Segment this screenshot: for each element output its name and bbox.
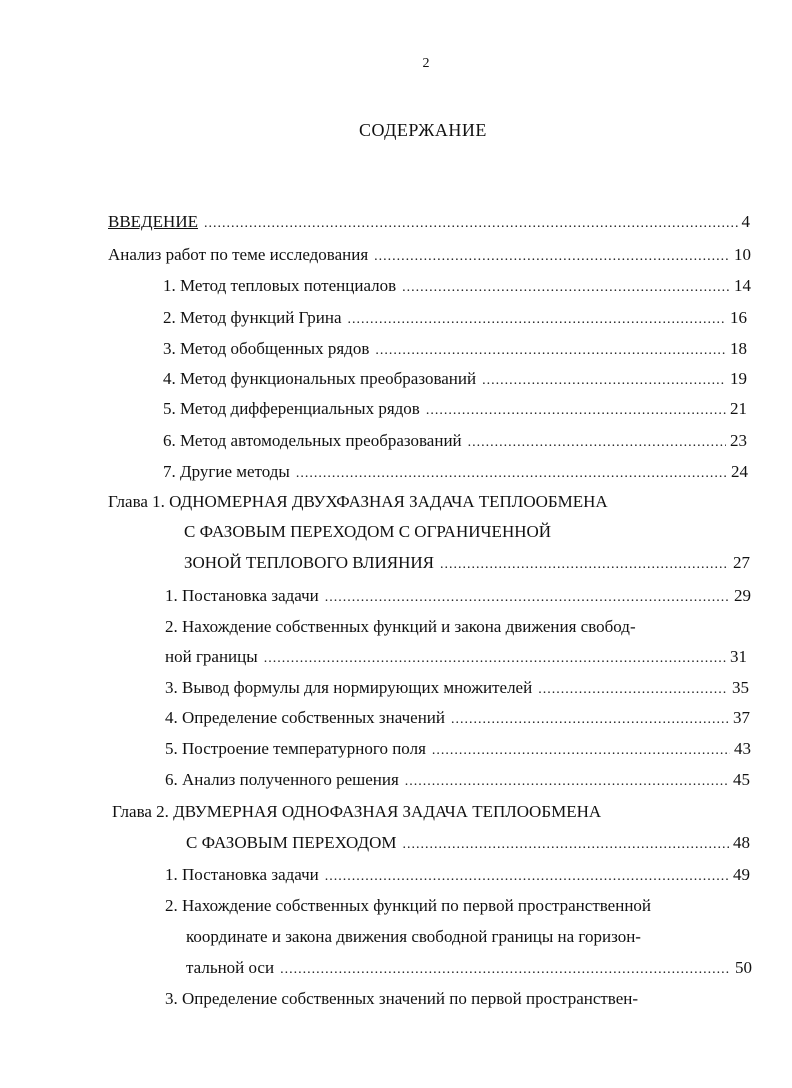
toc-entry-page: 48	[733, 833, 750, 852]
toc-entry-text: 1. Метод тепловых потенциалов	[163, 276, 397, 295]
toc-entry-text: 2. Нахождение собственных функций и закона движения свобод-	[165, 617, 636, 636]
chapter-1-title-line3: ЗОНОЙ ТЕПЛОВОГО ВЛИЯНИЯ	[184, 553, 435, 572]
toc-entry	[165, 738, 751, 760]
chapter-2-title-line2: С ФАЗОВЫМ ПЕРЕХОДОМ	[186, 833, 397, 852]
toc-entry-text: 1. Постановка задачи	[165, 586, 319, 605]
toc-leader-dots	[264, 648, 726, 670]
page-number: 2	[422, 56, 430, 71]
toc-entry-text: 2. Метод функций Грина	[163, 308, 342, 327]
toc-entry	[163, 307, 747, 329]
toc-entry	[163, 275, 751, 297]
toc-entry	[163, 368, 747, 390]
toc-entry	[163, 398, 747, 420]
toc-leader-dots	[204, 213, 738, 235]
toc-leader-dots	[482, 370, 726, 392]
page-title: СОДЕРЖАНИЕ	[359, 120, 487, 140]
toc-entry-page: 18	[730, 339, 747, 358]
toc-entry-page: 4	[741, 212, 750, 231]
toc-leader-dots	[451, 709, 729, 731]
toc-entry-text: Анализ работ по теме исследования	[108, 245, 369, 264]
toc-entry	[163, 430, 747, 452]
toc-leader-dots	[402, 277, 730, 299]
toc-entry-page: 19	[730, 369, 747, 388]
toc-entry-text: 3. Определение собственных значений по первой пространствен-	[165, 989, 639, 1008]
toc-entry	[165, 769, 750, 791]
toc-entry-page: 45	[733, 770, 750, 789]
toc-leader-dots	[538, 679, 728, 701]
chapter-2-title: Глава 2. ДВУМЕРНАЯ ОДНОФАЗНАЯ ЗАДАЧА ТЕПЛООБМЕНА	[112, 802, 602, 821]
toc-entry-page: 14	[734, 276, 751, 295]
toc-entry-page: 49	[733, 865, 750, 884]
toc-entry-page: 29	[734, 586, 751, 605]
toc-entry-text: 5. Метод дифференциальных рядов	[163, 399, 420, 418]
toc-entry-page: 10	[734, 245, 751, 264]
toc-entry-text: 4. Определение собственных значений	[165, 708, 445, 727]
toc-entry	[186, 957, 752, 979]
toc-entry-text: 3. Метод обобщенных рядов	[163, 339, 370, 358]
toc-entry-text: 6. Анализ полученного решения	[165, 770, 399, 789]
toc-leader-dots	[296, 463, 727, 485]
toc-leader-dots	[440, 554, 729, 576]
chapter-1-title: Глава 1. ОДНОМЕРНАЯ ДВУХФАЗНАЯ ЗАДАЧА ТЕПЛООБМЕНА	[108, 492, 608, 511]
toc-entry	[108, 244, 751, 266]
toc-leader-dots	[375, 340, 726, 362]
toc-entry	[165, 707, 750, 729]
toc-entry-text-cont: ной границы	[165, 647, 258, 666]
toc-entry-page: 27	[733, 553, 750, 572]
toc-leader-dots	[402, 834, 729, 856]
toc-entry-text: 5. Построение температурного поля	[165, 739, 426, 758]
toc-entry-text: 6. Метод автомодельных преобразований	[163, 431, 462, 450]
toc-entry-page: 43	[734, 739, 751, 758]
toc-entry-text-cont: тальной оси	[186, 958, 275, 977]
toc-entry	[186, 832, 750, 854]
toc-entry-text: ВВЕДЕНИЕ	[108, 212, 198, 231]
toc-entry	[163, 338, 747, 360]
toc-entry-text-cont: координате и закона движения свободной границы на горизон-	[186, 927, 641, 946]
toc-leader-dots	[468, 432, 726, 454]
toc-entry-page: 23	[730, 431, 747, 450]
toc-entry-page: 35	[732, 678, 749, 697]
toc-entry-text: 2. Нахождение собственных функций по первой пространственной	[165, 896, 652, 915]
toc-entry	[165, 646, 747, 668]
toc-entry	[184, 552, 750, 574]
toc-entry-page: 24	[731, 462, 748, 481]
toc-entry	[165, 585, 751, 607]
toc-leader-dots	[325, 587, 730, 609]
toc-leader-dots	[348, 309, 726, 331]
toc-leader-dots	[405, 771, 729, 793]
chapter-1-title-line2: С ФАЗОВЫМ ПЕРЕХОДОМ С ОГРАНИЧЕННОЙ	[184, 522, 552, 541]
toc-leader-dots	[374, 246, 730, 268]
toc-entry	[163, 461, 748, 483]
toc-leader-dots	[280, 959, 731, 981]
toc-entry	[165, 864, 750, 886]
toc-entry-page: 50	[735, 958, 752, 977]
toc-leader-dots	[426, 400, 726, 422]
toc-leader-dots	[325, 866, 729, 888]
toc-entry-text: 1. Постановка задачи	[165, 865, 319, 884]
toc-leader-dots	[432, 740, 730, 762]
toc-entry-page: 16	[730, 308, 747, 327]
toc-entry	[165, 677, 749, 699]
toc-entry	[108, 211, 750, 233]
toc-entry-page: 37	[733, 708, 750, 727]
toc-entry-text: 7. Другие методы	[163, 462, 290, 481]
toc-entry-text: 3. Вывод формулы для нормирующих множителей	[165, 678, 533, 697]
toc-entry-page: 21	[730, 399, 747, 418]
toc-entry-text: 4. Метод функциональных преобразований	[163, 369, 477, 388]
toc-entry-page: 31	[730, 647, 747, 666]
